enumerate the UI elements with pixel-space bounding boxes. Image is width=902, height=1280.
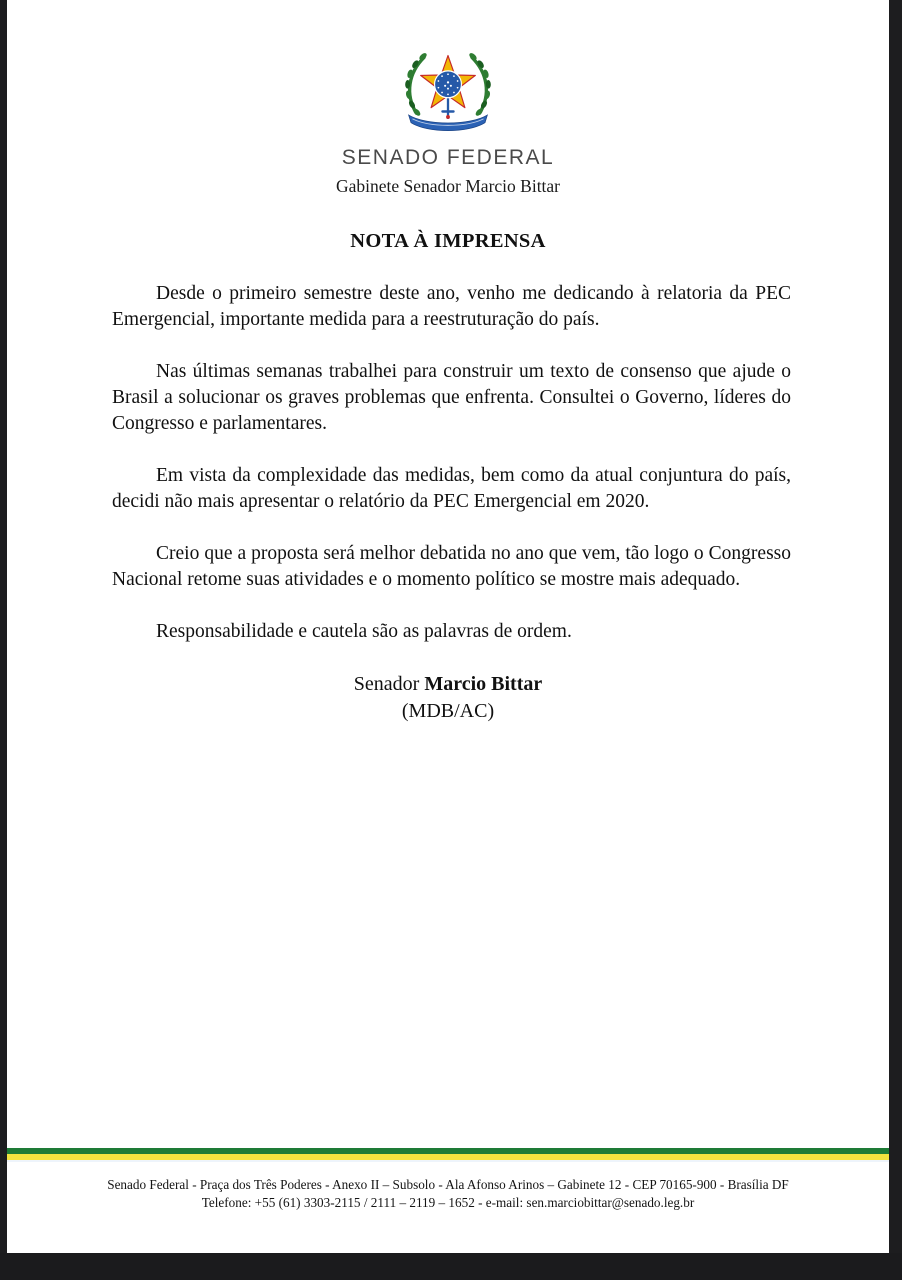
right-black-bar [889,0,902,1280]
document-title: NOTA À IMPRENSA [350,230,546,252]
footer-text [7,1176,889,1211]
brazil-coat-of-arms-icon [394,44,502,140]
signature-name: Marcio Bittar [424,673,543,695]
paragraph: Creio que a proposta será melhor debatida no ano que vem, tão logo o Congresso Nacional retome suas atividades e o momento político se mostre mais adequado. [112,543,791,590]
footer-address: Senado Federal - Praça dos Três Poderes - Anexo II – Subsolo - Ala Afonso Arinos – Gabinete 12 - CEP 70165-900 - Brasília DF [107,1177,789,1192]
signature-prefix: Senador [353,673,425,695]
document-body [112,281,791,645]
document-page [7,0,889,1253]
paragraph: Em vista da complexidade das medidas, bem como da atual conjuntura do país, decidi não mais apresentar o relatório da PEC Emergencial em 2020. [112,465,791,512]
signature-block [7,671,889,725]
office-name: Gabinete Senador Marcio Bittar [335,176,561,196]
signature-name-line [7,671,889,698]
org-name: SENADO FEDERAL [341,146,555,169]
signature-party: (MDB/AC) [401,700,495,722]
paragraph: Desde o primeiro semestre deste ano, venho me dedicando à relatoria da PEC Emergencial, importante medida para a reestruturação do país. [112,283,791,330]
footer-stripe-glow [7,1160,889,1162]
bottom-black-bar [0,1253,902,1280]
paragraph: Responsabilidade e cautela são as palavras de ordem. [156,621,572,642]
paragraph: Nas últimas semanas trabalhei para construir um texto de consenso que ajude o Brasil a solucionar os graves problemas que enfrenta. Consultei o Governo, líderes do Congresso e parlamentares. [112,361,791,434]
page-footer [7,1148,889,1211]
footer-phone: Telefone: +55 (61) 3303-2115 / 2111 – 2119 – 1652 - e-mail: sen.marciobittar@senado.leg.br [201,1194,695,1210]
letterhead [7,0,889,197]
